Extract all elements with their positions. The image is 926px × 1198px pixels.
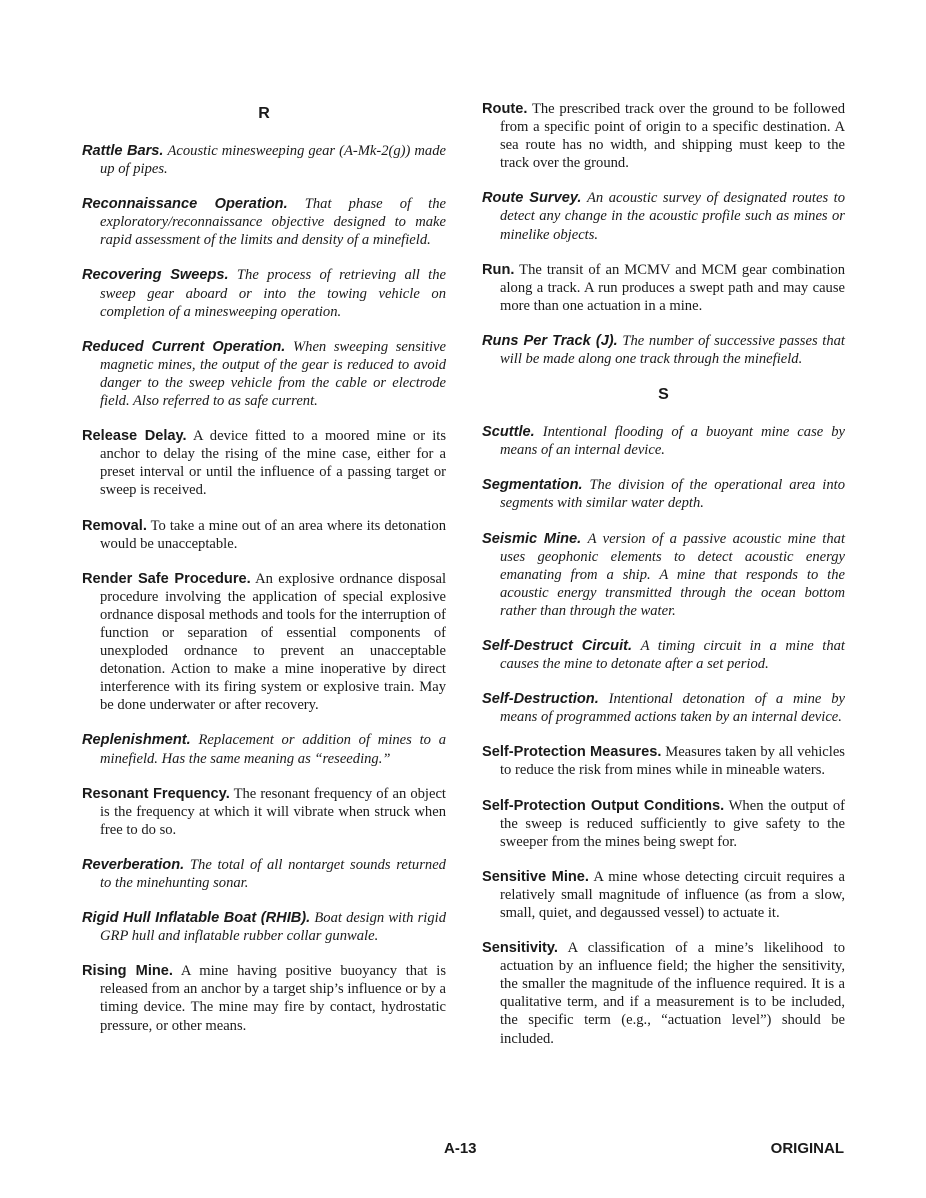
entry-definition: A classification of a mine’s likelihood to actuation by an influence field; the higher the sensitivity, the smaller the magnitude of the influence required. It is a qualitative term, and if a measurement is to be included, the specific term (e.g., “actuation level”) should be included. [500,940,846,1047]
glossary-entry [82,142,446,178]
left-column [82,100,446,1052]
entry-definition: When sweeping sensitive magnetic mines, the output of the gear is reduced to avoid danger to the sweep vehicle from the cable or electrode field. Also referred to as safe current. [100,338,447,410]
entry-definition: Intentional detonation of a mine by means of programmed actions taken by an internal device. [500,691,845,726]
entry-term: Sensitive Mine. [482,868,589,885]
entry-definition: A mine having positive buoyancy that is released from an anchor by a target ship’s influence or by a timing device. The mine may fire by contact, hydrostatic pressure, or other means. [100,963,446,1034]
glossary-entry [82,427,446,499]
entry-definition: Measures taken by all vehicles to reduce the risk from mines while in mineable waters. [500,744,845,779]
entry-term: Render Safe Procedure. [82,570,251,587]
glossary-entry [482,189,845,243]
glossary-entry [482,868,845,922]
glossary-entry [82,338,446,410]
entry-term: Self-Protection Measures. [482,744,662,761]
entry-term: Runs Per Track (J). [482,332,618,349]
glossary-entry [482,476,845,512]
entry-definition: The number of successive passes that will be made along one track through the minefield. [500,332,845,368]
entry-term: Sensitivity. [482,940,558,957]
entry-term: Reduced Current Operation. [82,338,286,355]
section-heading-r: R [258,105,270,122]
glossary-entry [482,637,845,673]
entry-term: Self-Protection Output Conditions. [482,797,725,814]
entry-definition: A device fitted to a moored mine or its anchor to delay the rising of the mine case, either for a preset interval or until the influence of a passing target or sweep is received. [100,428,446,499]
entry-definition: A timing circuit in a mine that causes the mine to detonate after a set period. [500,637,845,673]
entry-term: Self-Destruction. [482,691,599,708]
entry-term: Rigid Hull Inflatable Boat (RHIB). [82,910,311,927]
status-label: ORIGINAL [770,1140,844,1157]
entry-definition: Boat design with rigid GRP hull and inflatable rubber collar gunwale. [100,910,446,945]
entry-definition: A version of a passive acoustic mine that uses geophonic elements to detect acoustic energy emanating from a ship. A mine that responds to the acoustic energy transmitted through the ocean bottom rather than through the water. [500,530,845,619]
glossary-entry [482,797,845,851]
glossary-entry [82,856,446,892]
glossary-entry [82,266,446,320]
glossary-entry [82,731,446,767]
entry-definition: An acoustic survey of designated routes to detect any change in the acoustic profile such as mines or minelike objects. [500,190,845,243]
entry-term: Resonant Frequency. [82,785,230,802]
glossary-entry [82,785,446,839]
entry-term: Self-Destruct Circuit. [482,637,633,654]
entry-term: Reverberation. [82,856,185,873]
page-number: A-13 [444,1140,477,1157]
glossary-entry [82,909,446,945]
section-heading-s: S [658,386,669,404]
entry-term: Removal. [82,517,147,534]
entry-definition: An explosive ordnance disposal procedure involving the application of special explosive ordnance disposal methods and tools for the interruption of function or separation of essential components of unexploded ordnance to prevent an unacceptable detonation. Action to make a mine inoperative by direct interference with its firing system or explosive train. May be done underwater or after recovery. [100,570,446,714]
glossary-entry [82,517,446,553]
glossary-entry [482,743,845,779]
entry-term: Reconnaissance Operation. [82,196,288,213]
right-column [482,100,845,1065]
entry-term: Replenishment. [82,732,191,749]
glossary-entry [82,570,446,715]
entry-term: Route. [482,101,528,117]
entry-term: Rattle Bars. [82,143,164,159]
entry-definition: Intentional flooding of a buoyant mine case by means of an internal device. [500,424,845,459]
entry-definition: The resonant frequency of an object is the frequency at which it will vibrate when struck when free to do so. [100,785,446,838]
glossary-entry [482,261,845,315]
entry-term: Run. [482,261,515,278]
entry-term: Recovering Sweeps. [82,267,229,284]
glossary-entry [482,100,845,172]
glossary-entry [82,195,446,249]
entry-definition: Replacement or addition of mines to a minefield. Has the same meaning as “reseeding.” [100,732,446,767]
entry-term: Route Survey. [482,190,582,207]
entry-definition: The total of all nontarget sounds returned to the minehunting sonar. [100,856,446,891]
glossary-entry [482,423,845,459]
entry-definition: To take a mine out of an area where its detonation would be unacceptable. [100,517,446,552]
glossary-entry [82,962,446,1034]
entry-definition: Acoustic minesweeping gear (A-Mk-2(g)) made up of pipes. [100,143,446,178]
page-footer [0,1140,926,1160]
glossary-entry [482,690,845,726]
entry-term: Seismic Mine. [482,530,582,547]
entry-term: Scuttle. [482,424,535,441]
entry-term: Rising Mine. [82,963,173,980]
entry-definition: The prescribed track over the ground to be followed from a specific point of origin to a specific destination. A sea route has no width, and shipping must keep to the track over the ground. [500,101,845,172]
entry-term: Segmentation. [482,477,583,494]
entry-definition: The transit of an MCMV and MCM gear combination along a track. A run produces a swept path and may cause more than one actuation in a mine. [500,261,845,314]
entry-definition: That phase of the exploratory/reconnaissance objective designed to make rapid assessment of the limits and density of a minefield. [100,196,446,249]
entry-definition: The process of retrieving all the sweep gear aboard or into the towing vehicle on completion of a minesweeping operation. [100,267,446,320]
glossary-entry [482,939,845,1048]
entry-definition: When the output of the sweep is reduced sufficiently to give safety to the sweeper from the mines being swept for. [500,797,845,850]
entry-definition: The division of the operational area into segments with similar water depth. [500,477,846,512]
entry-definition: A mine whose detecting circuit requires a relatively small magnitude of influence (as from a slow, small, quiet, and degaussed vessel) to actuate it. [500,868,845,921]
entry-term: Release Delay. [82,428,187,445]
glossary-entry [482,530,845,620]
glossary-entry [482,332,845,368]
